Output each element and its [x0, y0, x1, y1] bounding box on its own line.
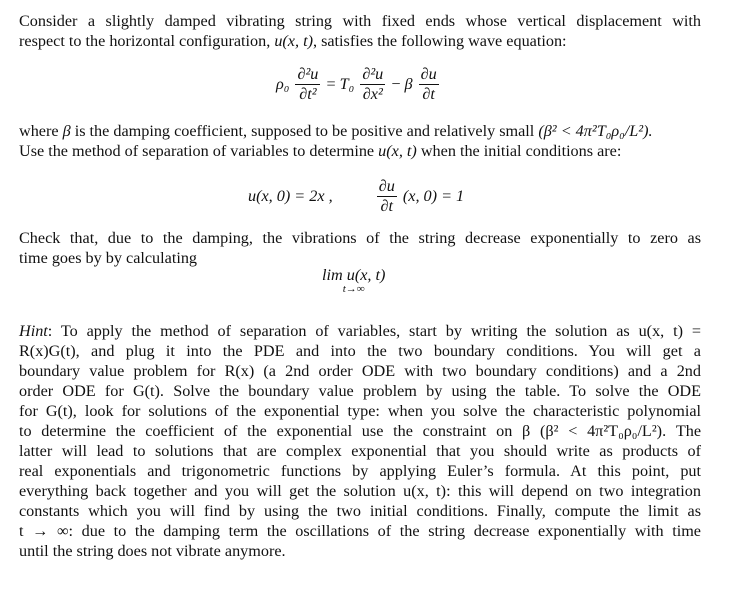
check-line-2: time goes by by calculating	[19, 249, 198, 267]
check-paragraph	[19, 228, 701, 268]
wave-equation	[276, 66, 441, 103]
limit-subscript: t→∞	[342, 283, 365, 295]
minus-sign: −	[391, 75, 401, 93]
hint-line-6: to determine the coefficient of the exponential use the constraint on β (β² < 4π²T₀ρ₀/L²). The	[19, 422, 701, 440]
rhs1-denominator: ∂x²	[362, 85, 383, 103]
rhs2-numerator: ∂u	[420, 65, 437, 83]
damping-line-1-prefix: where	[19, 122, 63, 140]
hint-line-10: constants which you will find by using the two initial conditions. Finally, compute the limit as	[19, 502, 701, 520]
beta-condition: (β² < 4π²T₀ρ₀/L²).	[538, 122, 653, 140]
limit-top: lim u(x, t)	[322, 266, 386, 284]
hint-line-9: everything back together and you will get the solution u(x, t): this will depend on two integration	[19, 482, 701, 500]
rhs2-fraction	[419, 66, 439, 103]
hint-line-11: t → ∞: due to the damping term the oscillations of the string decrease exponentially with time	[19, 522, 701, 540]
hint-line-1-text: : To apply the method of separation of variables, start by writing the solution as u(x, t) =	[47, 322, 701, 340]
check-line-1: Check that, due to the damping, the vibrations of the string decrease exponentially to zero as	[19, 229, 701, 247]
damping-line-2	[19, 141, 701, 161]
hint-line-5: for G(t), look for solutions of the exponential type: when you solve the characteristic polynomial	[19, 402, 701, 420]
damping-line-1-middle: is the damping coefficient, supposed to be positive and relatively small	[70, 122, 539, 140]
initial-condition-velocity: (x, 0) = 1	[402, 187, 465, 205]
rhs1-fraction	[360, 66, 385, 103]
lhs-fraction	[295, 66, 320, 103]
initial-velocity-fraction	[377, 178, 397, 215]
hint-line-4: order ODE for G(t). Solve the boundary value problem by using the table. To solve the ODE	[19, 382, 701, 400]
damping-line-2-suffix: when the initial conditions are:	[416, 142, 622, 160]
damping-line-1	[19, 121, 701, 141]
limit-expression	[322, 266, 385, 294]
hint-line-8: real exponentials and trigonometric functions by applying Euler’s formula. At this point, put	[19, 462, 701, 480]
intro-math-uxt: u(x, t)	[274, 32, 313, 50]
hint-line-2: R(x)G(t), and plug it into the PDE and into the two boundary conditions. You will get a	[19, 342, 701, 360]
hint-line-3: boundary value problem for R(x) (a 2nd order ODE with two boundary conditions) and a 2nd	[19, 362, 701, 380]
intro-line-2-prefix: respect to the horizontal configuration,	[19, 32, 275, 50]
damping-line-2-prefix: Use the method of separation of variables to determine	[19, 142, 379, 160]
t0-symbol: T₀	[339, 75, 355, 93]
limit-block	[322, 266, 385, 294]
equals-sign: =	[326, 75, 336, 93]
intro-paragraph	[19, 11, 701, 51]
hint-line-7: latter will lead to solutions that are complex exponential that you should write as products of	[19, 442, 701, 460]
initial-conditions	[248, 178, 464, 215]
lhs-numerator: ∂²u	[297, 65, 319, 83]
beta-symbol: β	[404, 75, 413, 93]
beta-inline: β	[62, 122, 71, 140]
hint-line-12: until the string does not vibrate anymore.	[19, 542, 286, 560]
hint-paragraph	[19, 321, 701, 561]
hint-line-1	[19, 321, 701, 341]
ic2-denominator: ∂t	[380, 197, 394, 215]
rhs1-numerator: ∂²u	[362, 65, 384, 83]
hint-label: Hint	[19, 322, 48, 340]
intro-line-1: Consider a slightly damped vibrating string with fixed ends whose vertical displacement with	[19, 12, 701, 30]
initial-condition-displacement: u(x, 0) = 2x ,	[248, 187, 333, 205]
lhs-denominator: ∂t²	[299, 85, 317, 103]
intro-line-2	[19, 31, 701, 51]
damping-paragraph	[19, 121, 701, 161]
damping-math-uxt: u(x, t)	[378, 142, 417, 160]
rhs2-denominator: ∂t	[422, 85, 435, 103]
rho0-symbol: ρ₀	[276, 75, 290, 93]
intro-line-2-suffix: , satisfies the following wave equation:	[312, 32, 567, 50]
ic2-numerator: ∂u	[378, 177, 395, 195]
